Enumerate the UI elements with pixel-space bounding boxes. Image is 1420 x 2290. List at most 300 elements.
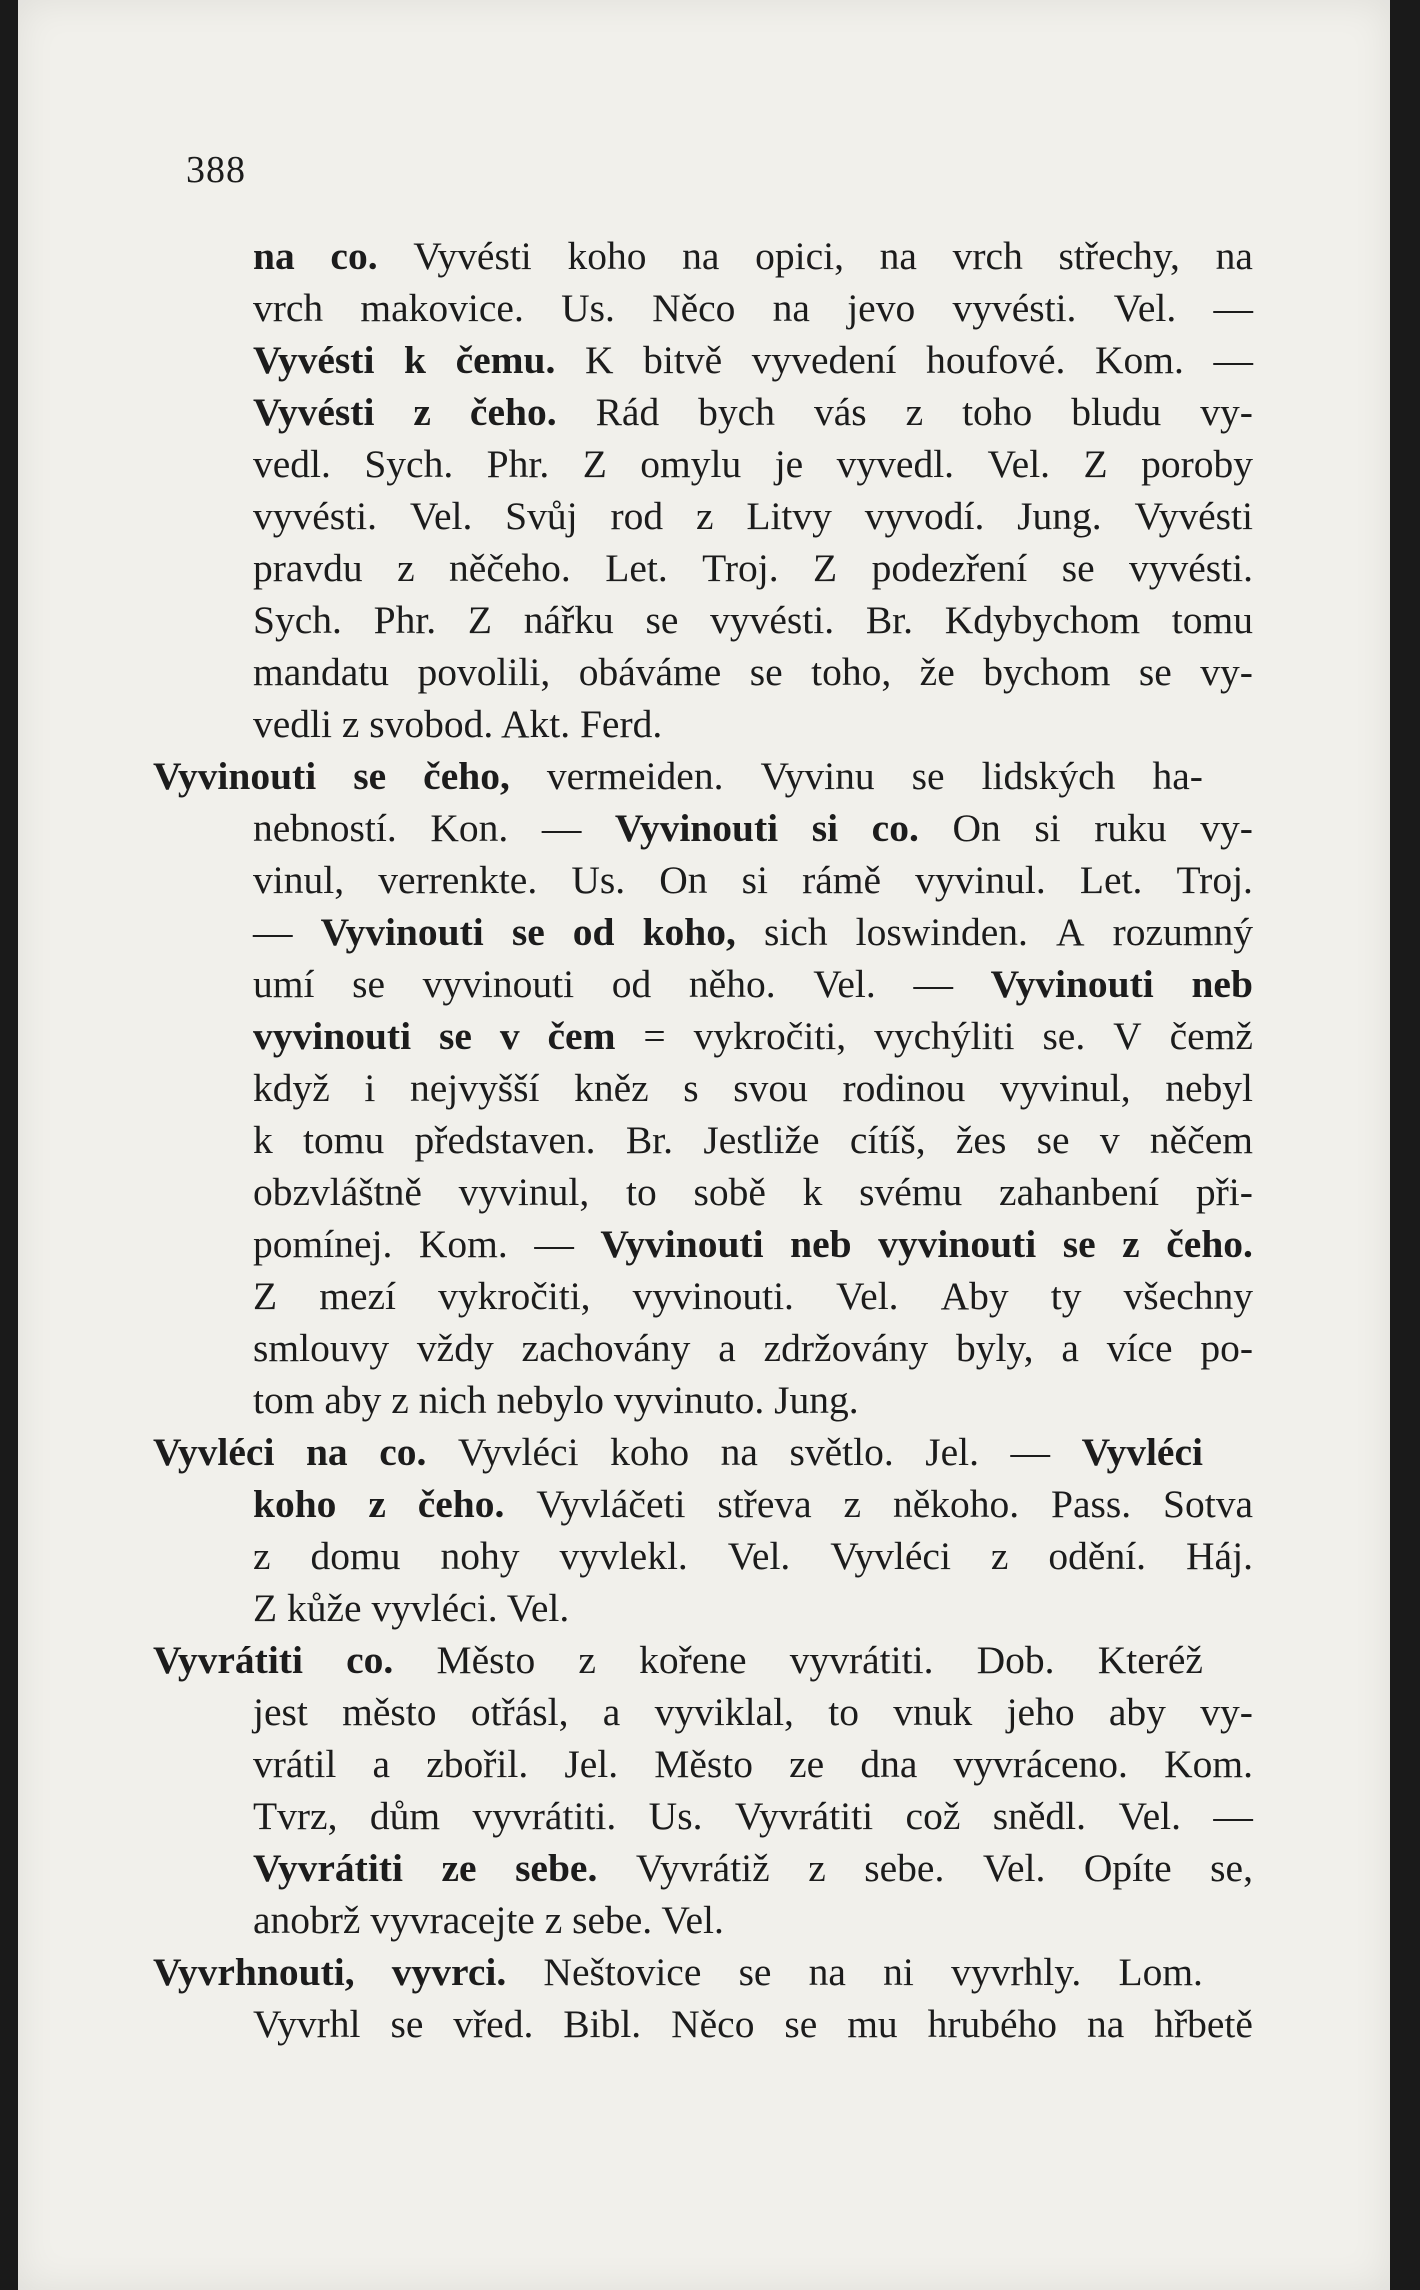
word-text: se (749, 650, 783, 694)
word-text: a (1061, 1326, 1079, 1370)
word-text: Let. (1079, 858, 1143, 902)
word-text: mezí (319, 1274, 396, 1318)
headword-text: Vyvrátiti (253, 1846, 403, 1890)
word-text: Vel. (1113, 286, 1177, 330)
word-text: otřásl, (470, 1690, 569, 1734)
text-line (203, 1218, 1253, 1270)
text-line (203, 1530, 1253, 1582)
word-text: Us. (571, 858, 626, 902)
word-text: světlo. (789, 1430, 894, 1474)
word-text: na (1086, 2002, 1125, 2046)
word-text: — (1010, 1430, 1051, 1474)
headword-text: na (305, 1430, 348, 1474)
word-text: — (1213, 286, 1253, 330)
word-text: tomu (1171, 598, 1253, 642)
word-text: vyvinul. (915, 858, 1046, 902)
word-text: rozumný (1112, 910, 1253, 954)
word-text: Z (582, 442, 607, 486)
text-line (203, 594, 1253, 646)
word-text: vyvrátiti. (472, 1794, 617, 1838)
word-text: odění. (1048, 1534, 1147, 1578)
word-text: i (364, 1066, 376, 1110)
word-text: zahanbení (999, 1170, 1160, 1214)
word-text: vyvinul, (458, 1170, 590, 1214)
text-line (203, 906, 1253, 958)
word-text: obáváme (578, 650, 722, 694)
headword-text: co. (346, 1638, 394, 1682)
word-text: Aby (940, 1274, 1009, 1318)
headword-text: se (438, 1014, 472, 1058)
word-text: sobě (693, 1170, 766, 1214)
word-text: Něco (671, 2002, 755, 2046)
word-text: Svůj (505, 494, 578, 538)
word-text: na (720, 1430, 758, 1474)
word-text: dna (860, 1742, 918, 1786)
word-text: Sych. (364, 442, 454, 486)
word-text: — (913, 962, 953, 1006)
word-text: pravdu (253, 546, 363, 590)
word-text: Háj. (1186, 1534, 1253, 1578)
word-text: koho (610, 1430, 690, 1474)
word-text: se. (1042, 1014, 1086, 1058)
word-text: se (1061, 546, 1095, 590)
word-text: na (682, 234, 720, 278)
word-text: byly, (955, 1326, 1034, 1370)
headword-text: z (413, 390, 431, 434)
word-text: Město (654, 1742, 753, 1786)
word-text: nejvyšší (410, 1066, 540, 1110)
headword-text: neb (1191, 962, 1253, 1006)
word-text: z (397, 546, 415, 590)
word-text: se (911, 754, 945, 798)
entry-text: tom aby z nich nebylo vyvinuto. Jung. (253, 1378, 859, 1422)
word-text: dům (369, 1794, 441, 1838)
word-text: kořene (639, 1638, 747, 1682)
headword-text: koho (253, 1482, 337, 1526)
word-text: na (879, 234, 917, 278)
word-text: sich (763, 910, 828, 954)
headword-text: k (404, 338, 426, 382)
word-text: verrenkte. (378, 858, 538, 902)
text-line (203, 1842, 1253, 1894)
word-text: kněz (574, 1066, 649, 1110)
word-text: vedl. (253, 442, 331, 486)
word-text: na (772, 286, 810, 330)
word-text: střeva (717, 1482, 812, 1526)
word-text: lidských (981, 754, 1116, 798)
word-text: se (738, 1950, 772, 1994)
word-text: Pass. (1051, 1482, 1132, 1526)
text-line (153, 750, 1203, 802)
word-text: od (611, 962, 652, 1006)
word-text: z (990, 1534, 1009, 1578)
word-text: Město (436, 1638, 536, 1682)
headword-text: na (253, 234, 295, 278)
word-text: zachovány (521, 1326, 691, 1370)
headword-text: vyvrci. (391, 1950, 507, 1994)
word-text: vermeiden. (546, 754, 724, 798)
word-text: vás (813, 390, 867, 434)
word-text: — (253, 910, 293, 954)
word-text: mu (847, 2002, 898, 2046)
word-text: je (774, 442, 804, 486)
text-line (203, 1998, 1253, 2050)
headword-text: Vyvléci (1081, 1430, 1203, 1474)
word-text: A (1055, 910, 1085, 954)
word-text: jeho (1006, 1690, 1075, 1734)
headword-text: čeho. (469, 390, 557, 434)
word-text: více (1106, 1326, 1173, 1370)
text-line (203, 1374, 1253, 1426)
headword-text: se (353, 754, 387, 798)
word-text: Litvy (746, 494, 832, 538)
word-text: podezření (871, 546, 1028, 590)
word-text: pomínej. (253, 1222, 393, 1266)
word-text: Vel. (982, 1846, 1046, 1890)
word-text: si (741, 858, 768, 902)
word-text: se (352, 962, 386, 1006)
headword-text: sebe. (515, 1846, 598, 1890)
word-text: vykročiti, (438, 1274, 591, 1318)
word-text: k (253, 1118, 273, 1162)
text-line (203, 334, 1253, 386)
word-text: Us. (561, 286, 615, 330)
word-text: Vel. (987, 442, 1051, 486)
word-text: Vyvésti (1134, 494, 1253, 538)
word-text: V (1113, 1014, 1142, 1058)
word-text: na (808, 1950, 846, 1994)
word-text: z (253, 1534, 271, 1578)
word-text: vyvlekl. (559, 1534, 688, 1578)
headword-text: Vyvinouti (614, 806, 779, 850)
word-text: svému (859, 1170, 963, 1214)
word-text: vyvésti. (1129, 546, 1253, 590)
word-text: rámě (802, 858, 882, 902)
headword-text: si (811, 806, 839, 850)
word-text: hřbetě (1154, 2002, 1253, 2046)
word-text: Dob. (976, 1638, 1055, 1682)
headword-text: Vyvinouti (320, 910, 484, 954)
word-text: vy- (1200, 650, 1253, 694)
word-text: k (802, 1170, 823, 1214)
word-text: vyvinouti. (632, 1274, 794, 1318)
word-text: zdržovány (763, 1326, 929, 1370)
word-text: vyvinouti (422, 962, 575, 1006)
word-text: Vyvláčeti (536, 1482, 686, 1526)
headword-text: co. (871, 806, 919, 850)
word-text: Jung. (1017, 494, 1102, 538)
word-text: omylu (640, 442, 742, 486)
word-text: Kom. (418, 1222, 508, 1266)
word-text: sebe. (864, 1846, 945, 1890)
word-text: z (808, 1846, 826, 1890)
word-text: poroby (1141, 442, 1253, 486)
word-text: vy- (1200, 390, 1253, 434)
text-line (203, 1894, 1253, 1946)
word-text: loswinden. (855, 910, 1028, 954)
word-text: vyvedl. (836, 442, 955, 486)
word-text: On (659, 858, 708, 902)
word-text: čemž (1169, 1014, 1253, 1058)
page-number: 388 (186, 149, 246, 191)
word-text: něho. (688, 962, 776, 1006)
word-text: se (645, 598, 679, 642)
text-line (203, 1270, 1253, 1322)
word-text: představen. (414, 1118, 596, 1162)
headword-text: Vyvinouti (153, 754, 317, 798)
word-text: vykročiti, (693, 1014, 847, 1058)
word-text: bludu (1071, 390, 1162, 434)
word-text: střechy, (1058, 234, 1180, 278)
word-text: po- (1200, 1326, 1253, 1370)
word-text: Bibl. (563, 2002, 642, 2046)
text-line (203, 958, 1253, 1010)
headword-text: co. (379, 1430, 427, 1474)
word-text: Vel. (1118, 1794, 1181, 1838)
word-text: něčem (1149, 1118, 1253, 1162)
headword-text: v (499, 1014, 520, 1058)
text-line (203, 698, 1253, 750)
word-text: na (1215, 234, 1253, 278)
word-text: z (578, 1638, 596, 1682)
word-text: že (919, 650, 955, 694)
text-line (203, 854, 1253, 906)
headword-text: Vyvrátiti (153, 1638, 303, 1682)
word-text: a (602, 1690, 621, 1734)
word-text: vinul, (253, 858, 345, 902)
word-text: a (372, 1742, 391, 1786)
word-text: žes (955, 1118, 1007, 1162)
text-line (203, 646, 1253, 698)
word-text: Tvrz, (253, 1794, 338, 1838)
word-text: to (626, 1170, 657, 1214)
word-text: při- (1195, 1170, 1253, 1214)
word-text: město (342, 1690, 437, 1734)
word-text: — (534, 1222, 574, 1266)
word-text: Z (253, 1274, 278, 1318)
word-text: Vyvésti (413, 234, 532, 278)
word-text: = (643, 1014, 666, 1058)
word-text: Vyvléci (457, 1430, 579, 1474)
headword-text: čemu. (455, 338, 556, 382)
word-text: z (905, 390, 924, 434)
text-line (203, 438, 1253, 490)
word-text: aby (1108, 1690, 1166, 1734)
headword-text: se (511, 910, 545, 954)
word-text: nebností. (253, 806, 397, 850)
word-text: houfové. (926, 338, 1066, 382)
word-text: Jel. (564, 1742, 619, 1786)
word-text: vyvedení (751, 338, 897, 382)
word-text: to (828, 1690, 859, 1734)
word-text: se, (1210, 1846, 1253, 1890)
word-text: vyvrhly. (951, 1950, 1082, 1994)
text-line (153, 1946, 1203, 1998)
word-text: Vyvrátiž (635, 1846, 770, 1890)
headword-text: Vyvésti (253, 338, 375, 382)
word-text: Rád (595, 390, 660, 434)
word-text: vyvésti. (253, 494, 377, 538)
headword-text: Vyvinouti (990, 962, 1154, 1006)
word-text: jevo (847, 286, 916, 330)
word-text: toho (962, 390, 1033, 434)
word-text: Troj. (1176, 858, 1253, 902)
word-text: všechny (1123, 1274, 1253, 1318)
word-text: rod (610, 494, 664, 538)
word-text: nebyl (1165, 1066, 1253, 1110)
word-text: toho, (811, 650, 892, 694)
text-line (203, 230, 1253, 282)
word-text: v (1099, 1118, 1120, 1162)
text-line (203, 386, 1253, 438)
word-text: vyvodí. (864, 494, 985, 538)
word-text: Něco (652, 286, 736, 330)
word-text: domu (310, 1534, 401, 1578)
word-text: Vyvinu (760, 754, 875, 798)
word-text: Jestliže (703, 1118, 820, 1162)
word-text: s (683, 1066, 699, 1110)
headword-text: vyvinouti (878, 1222, 1037, 1266)
text-line (203, 802, 1253, 854)
text-line (203, 542, 1253, 594)
word-text: Kon. (430, 806, 509, 850)
headword-text: Vyvléci (153, 1430, 275, 1474)
text-line (203, 1738, 1253, 1790)
word-text: Vel. (727, 1534, 791, 1578)
headword-text: Vyvinouti (600, 1222, 764, 1266)
headword-text: čeho, (423, 754, 510, 798)
word-text: Br. (625, 1118, 674, 1162)
text-line (203, 1010, 1253, 1062)
word-text: Neštovice (543, 1950, 702, 1994)
word-text: Vyvléci (830, 1534, 951, 1578)
word-text: vyvésti. (952, 286, 1077, 330)
word-text: cítíš, (849, 1118, 926, 1162)
word-text: z (695, 494, 714, 538)
word-text: Phr. (373, 598, 437, 642)
word-text: umí (253, 962, 315, 1006)
word-text: Lom. (1118, 1950, 1203, 1994)
headword-text: z (1122, 1222, 1140, 1266)
text-line (203, 1686, 1253, 1738)
word-text: — (541, 806, 582, 850)
entry-text: Z kůže vyvléci. Vel. (253, 1586, 570, 1630)
text-line (153, 1634, 1203, 1686)
word-text: vrch (952, 234, 1023, 278)
word-text: Let. (605, 546, 668, 590)
text-line (203, 1790, 1253, 1842)
word-text: Z (467, 598, 493, 642)
word-text: vnuk (893, 1690, 973, 1734)
word-text: Phr. (486, 442, 550, 486)
word-text: makovice. (360, 286, 524, 330)
word-text: vždy (416, 1326, 494, 1370)
word-text: snědl. (992, 1794, 1087, 1838)
word-text: vrátil (253, 1742, 337, 1786)
word-text: Vel. (813, 962, 876, 1006)
text-line (203, 1062, 1253, 1114)
headword-text: ze (441, 1846, 477, 1890)
word-text: mandatu (253, 650, 390, 694)
headword-text: Vyvésti (253, 390, 375, 434)
word-text: opici, (755, 234, 844, 278)
text-line (203, 1582, 1253, 1634)
word-text: jest (253, 1690, 308, 1734)
word-text: Us. (648, 1794, 703, 1838)
word-text: zbořil. (426, 1742, 529, 1786)
word-text: — (1213, 338, 1253, 382)
word-text: se (784, 2002, 818, 2046)
word-text: Troj. (702, 546, 779, 590)
word-text: smlouvy (253, 1326, 390, 1370)
word-text: Opíte (1083, 1846, 1172, 1890)
word-text: vrch (253, 286, 324, 330)
text-line (203, 1322, 1253, 1374)
word-text: povolili, (417, 650, 551, 694)
word-text: se (1138, 650, 1172, 694)
headword-text: čeho. (1166, 1222, 1253, 1266)
word-text: vyviklal, (654, 1690, 794, 1734)
word-text: — (1213, 1794, 1253, 1838)
word-text: se (390, 2002, 424, 2046)
word-text: rodinou (842, 1066, 966, 1110)
text-line (203, 1478, 1253, 1530)
headword-text: vyvinouti (253, 1014, 412, 1058)
word-text: tomu (303, 1118, 385, 1162)
word-text: vyvrátiti. (789, 1638, 934, 1682)
text-line (203, 1166, 1253, 1218)
word-text: když (253, 1066, 330, 1110)
word-text: vychýliti (874, 1014, 1015, 1058)
word-text: se (1036, 1118, 1070, 1162)
word-text: něčeho. (449, 546, 571, 590)
word-text: bych (698, 390, 775, 434)
word-text: vyvésti. (710, 598, 835, 642)
word-text: ty (1050, 1274, 1082, 1318)
word-text: vy- (1200, 1690, 1253, 1734)
headword-text: z (368, 1482, 386, 1526)
headword-text: se (1062, 1222, 1096, 1266)
word-text: Sych. (253, 598, 342, 642)
word-text: svou (733, 1066, 808, 1110)
text-line (203, 1114, 1253, 1166)
word-text: obzvláštně (253, 1170, 422, 1214)
text-line (203, 282, 1253, 334)
text-line (203, 490, 1253, 542)
word-text: někoho. (892, 1482, 1020, 1526)
word-text: vyvinul, (1000, 1066, 1131, 1110)
word-text: Br. (865, 598, 914, 642)
word-text: a (718, 1326, 736, 1370)
word-text: ruku (1094, 806, 1167, 850)
word-text: Kteréž (1097, 1638, 1203, 1682)
word-text: Vyvrátiti (734, 1794, 874, 1838)
word-text: Kdybychom (944, 598, 1141, 642)
headword-text: čem (547, 1014, 616, 1058)
word-text: ni (883, 1950, 914, 1994)
word-text: ha- (1152, 754, 1203, 798)
word-text: si (1034, 806, 1061, 850)
word-text: Vel. (409, 494, 473, 538)
word-text: nářku (523, 598, 614, 642)
word-text: vyvráceno. (953, 1742, 1128, 1786)
word-text: z (843, 1482, 862, 1526)
word-text: bychom (983, 650, 1111, 694)
entry-text: vedli z svobod. Akt. Ferd. (253, 702, 663, 746)
word-text: Jel. (925, 1430, 979, 1474)
word-text: Kom. (1095, 338, 1184, 382)
word-text: Z (813, 546, 838, 590)
